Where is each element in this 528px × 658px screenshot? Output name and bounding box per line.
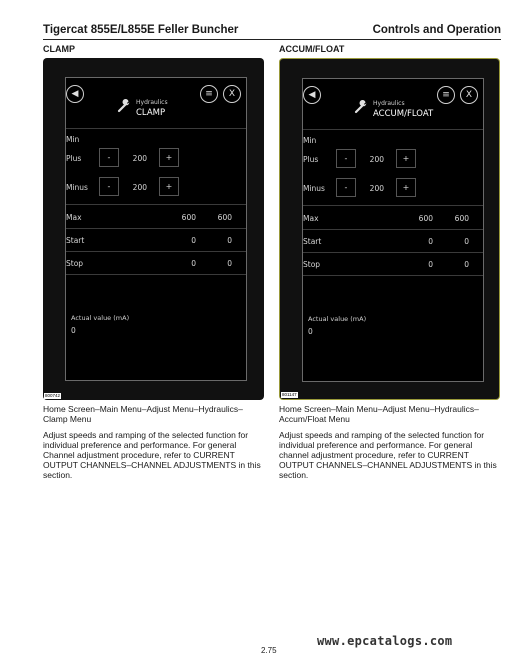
- stop-value-a: 0: [191, 259, 196, 268]
- actual-value-label: Actual value (mA): [308, 315, 367, 323]
- wrench-icon: [117, 99, 131, 113]
- figure-id: 800742: [45, 393, 61, 398]
- divider: [66, 251, 246, 252]
- back-arrow-icon: ◀: [308, 90, 316, 100]
- back-button[interactable]: [303, 86, 321, 104]
- stop-label: Stop: [66, 259, 84, 268]
- actual-value: 0: [308, 327, 313, 336]
- navigation-path: Home Screen–Main Menu–Adjust Menu–Hydraulics–Clamp Menu: [43, 404, 243, 424]
- start-value-b: 0: [227, 236, 232, 245]
- document-title: Tigercat 855E/L855E Feller Buncher: [43, 24, 239, 36]
- function-name: CLAMP: [136, 108, 166, 118]
- plus-decrement-button[interactable]: -: [99, 148, 119, 167]
- accum-float-section-title: ACCUM/FLOAT: [279, 44, 345, 54]
- start-value-b: 0: [464, 237, 469, 246]
- divider: [303, 229, 483, 230]
- plus-value: 200: [132, 154, 147, 163]
- max-label: Max: [303, 214, 319, 223]
- header-rule: [43, 39, 501, 40]
- stop-value-a: 0: [428, 260, 433, 269]
- divider: [66, 228, 246, 229]
- clamp-panel: [43, 44, 264, 480]
- plus-increment-button[interactable]: +: [396, 149, 416, 168]
- minus-value: 200: [369, 184, 384, 193]
- minus-increment-button[interactable]: +: [396, 178, 416, 197]
- max-value-b: 600: [217, 213, 232, 222]
- description: Adjust speeds and ramping of the selected function for individual preference and performance. For general channel adjustment procedure, refer to CURRENT OUTPUT CHANNELS–CHANNEL ADJUSTMENTS in this section.: [279, 430, 497, 480]
- wrench-icon: [354, 100, 368, 114]
- section-heading: Controls and Operation: [372, 24, 501, 36]
- menu-icon: ≡: [205, 89, 213, 99]
- watermark: www.epcatalogs.com: [317, 634, 453, 648]
- back-arrow-icon: ◀: [71, 89, 79, 99]
- max-value-a: 600: [418, 214, 433, 223]
- divider: [66, 204, 246, 205]
- close-button[interactable]: [460, 86, 478, 104]
- close-button[interactable]: [223, 85, 241, 103]
- max-label: Max: [66, 213, 82, 222]
- back-button[interactable]: [66, 85, 84, 103]
- stop-label: Stop: [303, 260, 321, 269]
- minus-label: Minus: [66, 183, 88, 192]
- minus-label: Minus: [303, 184, 325, 193]
- close-icon: X: [465, 90, 473, 100]
- start-label: Start: [303, 237, 322, 246]
- stop-value-b: 0: [464, 260, 469, 269]
- divider: [303, 129, 483, 130]
- menu-button[interactable]: [200, 85, 218, 103]
- display-frame: [43, 58, 264, 400]
- divider: [303, 205, 483, 206]
- menu-category: Hydraulics: [373, 100, 405, 107]
- close-icon: X: [228, 89, 236, 99]
- divider: [303, 275, 483, 276]
- max-value-b: 600: [454, 214, 469, 223]
- actual-value-label: Actual value (mA): [71, 314, 130, 322]
- menu-category: Hydraulics: [136, 99, 168, 106]
- start-label: Start: [66, 236, 85, 245]
- min-label: Min: [66, 135, 80, 144]
- plus-value: 200: [369, 155, 384, 164]
- display-screen: [65, 77, 247, 381]
- plus-label: Plus: [303, 155, 319, 164]
- minus-decrement-button[interactable]: -: [99, 177, 119, 196]
- plus-label: Plus: [66, 154, 82, 163]
- divider: [303, 252, 483, 253]
- minus-increment-button[interactable]: +: [159, 177, 179, 196]
- start-value-a: 0: [428, 237, 433, 246]
- minus-value: 200: [132, 183, 147, 192]
- plus-increment-button[interactable]: +: [159, 148, 179, 167]
- description: Adjust speeds and ramping of the selected function for individual preference and performance. For general Channel adjustment procedure, refer to CURRENT OUTPUT CHANNELS–CHANNEL ADJUSTMENTS in this section.: [43, 430, 261, 480]
- display-screen: [302, 78, 484, 382]
- stop-value-b: 0: [227, 259, 232, 268]
- display-frame: [279, 58, 500, 400]
- max-value-a: 600: [181, 213, 196, 222]
- clamp-section-title: CLAMP: [43, 44, 75, 54]
- page-number: 2.75: [261, 646, 277, 655]
- minus-decrement-button[interactable]: -: [336, 178, 356, 197]
- figure-id: 801147: [282, 392, 297, 397]
- actual-value: 0: [71, 326, 76, 335]
- accum-float-panel: [279, 44, 500, 480]
- function-name: ACCUM/FLOAT: [373, 109, 434, 119]
- divider: [66, 128, 246, 129]
- menu-icon: ≡: [442, 90, 450, 100]
- menu-button[interactable]: [437, 86, 455, 104]
- start-value-a: 0: [191, 236, 196, 245]
- navigation-path: Home Screen–Main Menu–Adjust Menu–Hydraulics–Accum/Float Menu: [279, 404, 479, 424]
- plus-decrement-button[interactable]: -: [336, 149, 356, 168]
- min-label: Min: [303, 136, 317, 145]
- divider: [66, 274, 246, 275]
